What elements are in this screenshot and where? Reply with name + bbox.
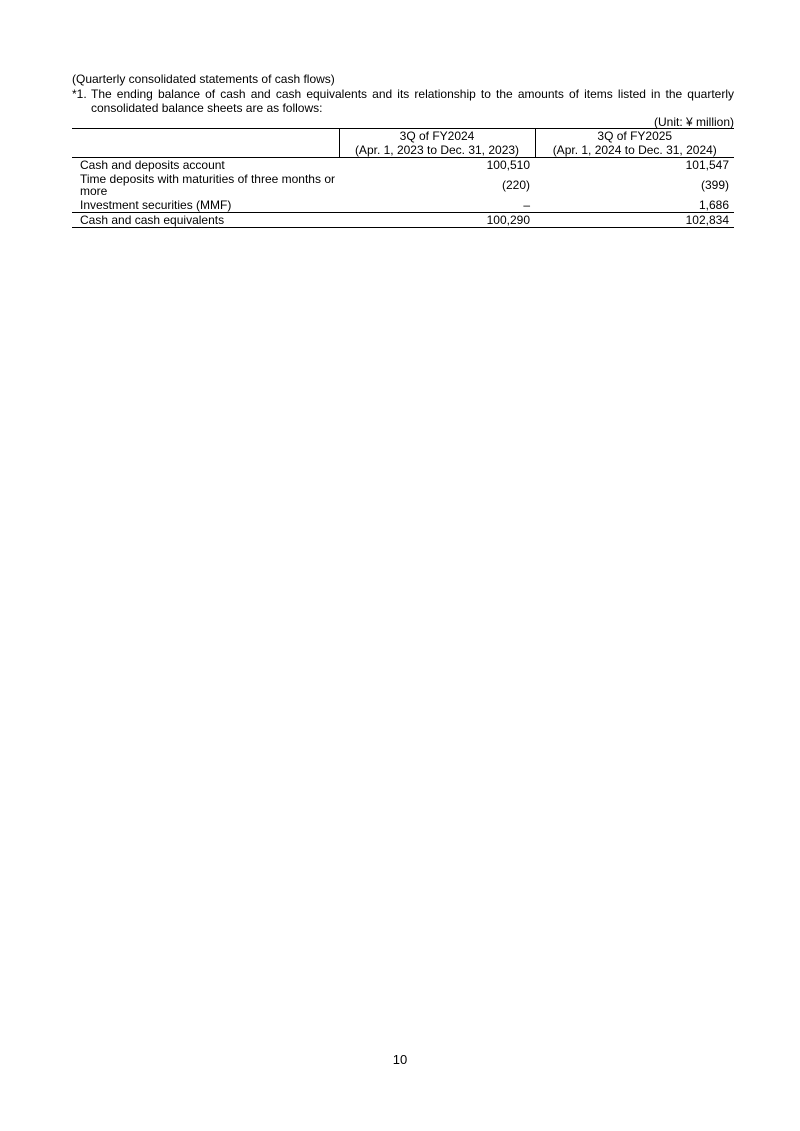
row-label: Time deposits with maturities of three months or more <box>80 172 335 198</box>
value-fy2025: 102,834 <box>535 213 734 228</box>
cash-equivalents-table <box>72 128 734 228</box>
column-title: 3Q of FY2024 <box>399 129 475 143</box>
table-row <box>72 158 734 173</box>
column-header-fy2024 <box>339 129 535 158</box>
table-total-row <box>72 213 734 228</box>
column-title: 3Q of FY2025 <box>597 129 673 143</box>
unit-label: (Unit: ¥ million) <box>653 115 734 129</box>
value-fy2025: 101,547 <box>685 158 729 172</box>
value-fy2024: 100,290 <box>339 213 535 228</box>
value-fy2024: (220) <box>501 178 530 192</box>
table-row <box>72 172 734 198</box>
row-label: Cash and deposits account <box>80 158 225 172</box>
table-row <box>72 198 734 213</box>
footnote <box>72 87 734 115</box>
value-fy2025: (399) <box>700 178 729 192</box>
header-blank-cell <box>72 129 339 158</box>
value-fy2024: – <box>523 198 530 212</box>
table-header-row <box>72 129 734 158</box>
column-period: (Apr. 1, 2023 to Dec. 31, 2023) <box>354 143 520 157</box>
row-label: Cash and cash equivalents <box>72 213 339 228</box>
footnote-text: The ending balance of cash and cash equivalents and its relationship to the amounts of items listed in the quarterly consolidated balance sheets are as follows: <box>91 87 734 115</box>
value-fy2025: 1,686 <box>698 198 729 212</box>
column-header-fy2025 <box>535 129 734 158</box>
row-label: Investment securities (MMF) <box>80 198 232 212</box>
footnote-marker: *1. <box>72 87 87 101</box>
page-number: 10 <box>392 1052 408 1067</box>
column-period: (Apr. 1, 2024 to Dec. 31, 2024) <box>552 143 717 157</box>
section-title: (Quarterly consolidated statements of cash flows) <box>72 72 335 86</box>
value-fy2024: 100,510 <box>486 158 530 172</box>
